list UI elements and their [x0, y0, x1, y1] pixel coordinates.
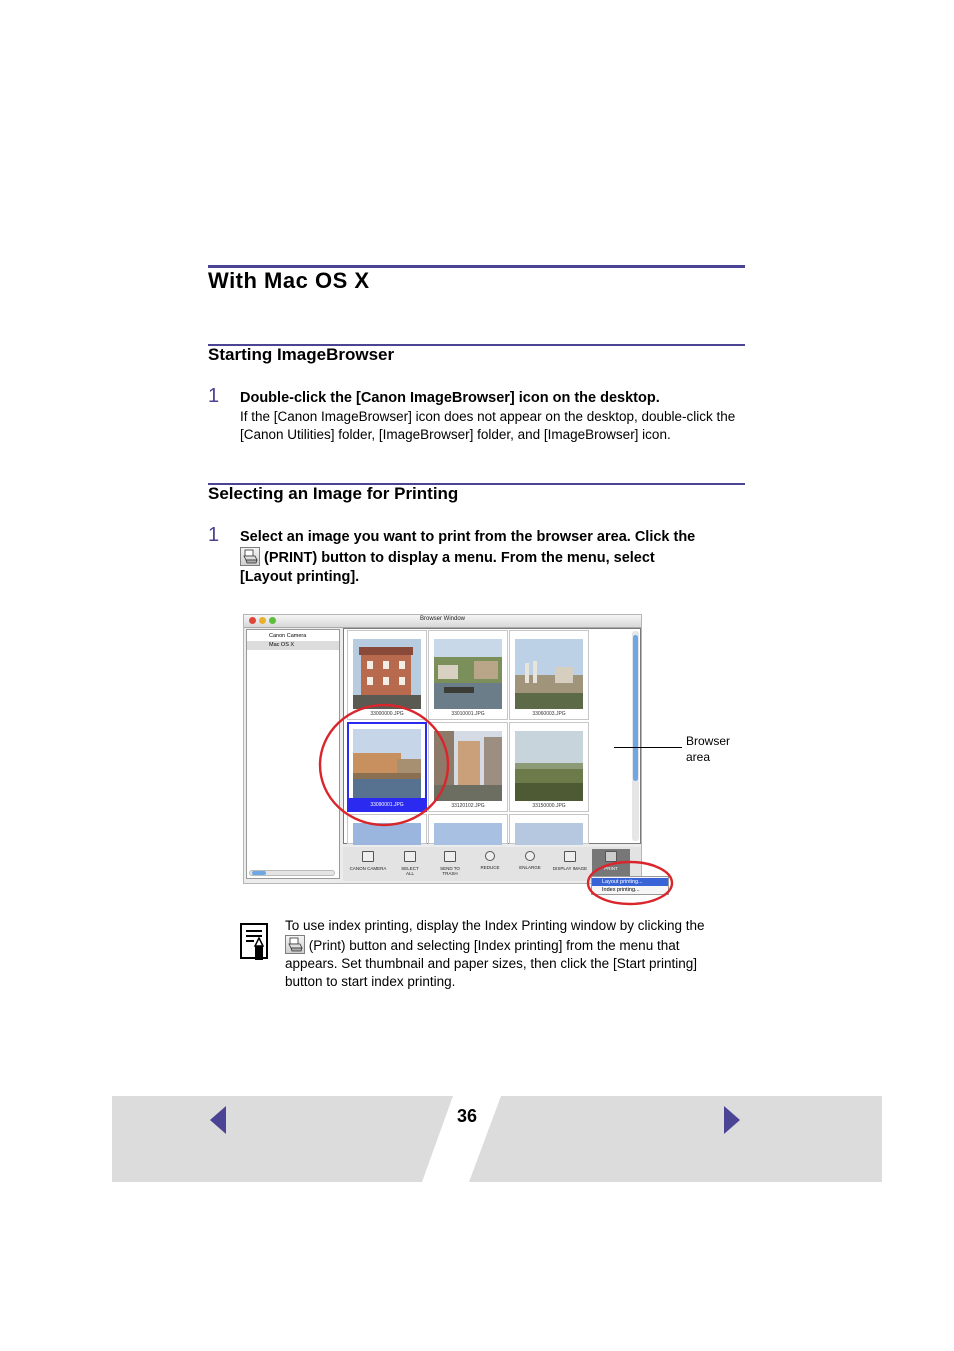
print-icon [240, 547, 260, 566]
print-menu-highlight [588, 862, 672, 904]
section-title: With Mac OS X [208, 268, 370, 293]
thumbnail-label: 33010001.JPG [451, 711, 485, 717]
page-number: 36 [456, 1106, 478, 1126]
print-button[interactable]: PRINT [592, 849, 630, 879]
step-instruction-1a: Double-click the [Canon ImageBrowser] icon on the desktop. [240, 390, 660, 406]
step-instruction-1b [240, 528, 750, 587]
step-number-1a: 1 [208, 385, 220, 407]
thumbnail-label: 33120102.JPG [451, 803, 485, 809]
thumbnail-label: 33150000.JPG [532, 803, 566, 809]
heading-selecting-image: Selecting an Image for Printing [208, 484, 459, 503]
canon-camera-button[interactable]: CANON CAMERA [349, 849, 387, 879]
note-icon [240, 922, 270, 962]
thumbnail-label: 33060003.JPG [532, 711, 566, 717]
step-instruction-line1: Select an image you want to print from the browser area. Click the [240, 529, 696, 545]
print-icon [285, 935, 305, 954]
menu-item-layout-printing[interactable]: Layout printing... [592, 878, 668, 886]
note-text: To use index printing, display the Index Printing window by clicking the (Print) button and selecting [Index printing] from the menu that appears. Set thumbnail and paper sizes, then click the [Start printing] button to start index printing. [285, 918, 705, 989]
step-detail-1a: If the [Canon ImageBrowser] icon does not appear on the desktop, double-click the [Canon Utilities] folder, [ImageBrowser] folder, and [ImageBrowser] icon. [240, 409, 736, 442]
tree-item-mac-os-x: Mac OS X [247, 641, 339, 650]
tree-item-canon-camera: Canon Camera [269, 633, 307, 639]
footer-left-panel [112, 1096, 453, 1182]
heading-starting-imagebrowser: Starting ImageBrowser [208, 345, 395, 364]
display-image-button[interactable]: DISPLAY IMAGE [551, 849, 589, 879]
window-title: Browser Window [419, 616, 465, 622]
callout-line [614, 747, 682, 748]
reduce-button[interactable]: REDUCE [471, 849, 509, 879]
highlight-circles [300, 690, 690, 910]
thumbnail-label: 33000000.JPG [370, 711, 404, 717]
menu-item-index-printing[interactable]: Index printing... [602, 887, 640, 893]
thumbnail-label: 33090001.JPG [370, 802, 404, 808]
send-to-trash-button[interactable]: SEND TO TRASH [431, 849, 469, 879]
select-all-button[interactable]: SELECT ALL [391, 849, 429, 879]
browser-area-callout: Browser area [686, 734, 731, 764]
step-instruction-line2: (PRINT) button to display a menu. From the menu, select [240, 547, 750, 568]
enlarge-button[interactable]: ENLARGE [511, 849, 549, 879]
window-titlebar [244, 615, 641, 628]
step-number-1b: 1 [208, 524, 220, 546]
footer-right-panel [469, 1096, 882, 1182]
step-instruction-line3: [Layout printing]. [240, 569, 360, 585]
footer-navigation [112, 1096, 882, 1184]
